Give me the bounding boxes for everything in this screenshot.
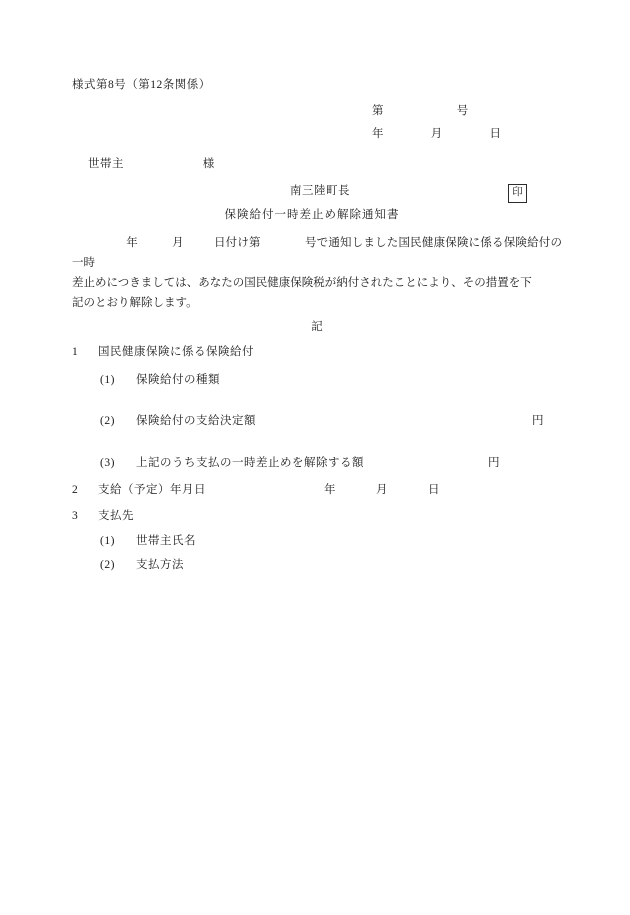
item-1-sub-1 <box>100 375 562 387</box>
body-text-2: 差止めにつきましては、あなたの国民健康保険税が納付されたことにより、その措置を下 <box>72 277 532 290</box>
date-year-label: 年 <box>372 128 384 140</box>
item-1 <box>72 347 562 359</box>
form-number: 様式第8号（第12条関係） <box>72 79 211 91</box>
date-month-label: 月 <box>430 128 443 140</box>
seal-stamp: 印 <box>508 184 527 203</box>
item-1-sub-2-unit: 円 <box>532 415 544 427</box>
issuer-line <box>290 186 562 198</box>
document-number-line <box>372 106 562 118</box>
date-day-label: 日 <box>489 128 502 140</box>
item-2-number: 2 <box>72 484 79 496</box>
issuer-name: 南三陸町長 <box>290 185 350 197</box>
document-date-line <box>372 129 562 141</box>
item-3-label: 支払先 <box>98 509 134 522</box>
item-1-sub-1-marker: (1) <box>100 373 115 386</box>
item-2-date-year: 年 <box>324 484 336 496</box>
body-text-1: 号で通知しました国民健康保険に係る保険給付の一時 <box>72 237 563 270</box>
item-3-sub-2-label: 支払方法 <box>136 558 184 571</box>
body-text-3: 記のとおり解除します。 <box>72 297 198 310</box>
item-3 <box>72 511 562 523</box>
item-1-sub-3-unit: 円 <box>488 456 500 469</box>
item-3-number: 3 <box>72 509 79 522</box>
item-1-sub-3-marker: (3) <box>100 456 115 469</box>
item-2-date <box>324 485 440 497</box>
body-day-number: 日付け第 <box>213 237 261 249</box>
item-2 <box>72 485 562 497</box>
body-month: 月 <box>171 237 184 249</box>
item-3-sub-2-marker: (2) <box>100 558 115 571</box>
ki-marker: 記 <box>311 320 323 333</box>
addressee-line <box>88 159 562 171</box>
item-1-sub-1-label: 保険給付の種類 <box>136 373 220 386</box>
item-3-sub-2 <box>100 560 562 572</box>
document-number-label: 第 <box>372 104 384 117</box>
item-2-date-month: 月 <box>376 484 388 496</box>
item-1-number: 1 <box>72 346 79 358</box>
document-number-suffix: 号 <box>456 104 469 117</box>
addressee-honorific: 様 <box>202 157 215 170</box>
document-title: 保険給付一時差止め解除通知書 <box>224 208 400 221</box>
item-1-sub-3 <box>100 458 562 470</box>
item-1-sub-2-marker: (2) <box>100 415 115 427</box>
addressee-label: 世帯主 <box>88 157 124 170</box>
item-3-sub-1-label: 世帯主氏名 <box>136 535 196 547</box>
item-1-sub-3-label: 上記のうち支払の一時差止めを解除する額 <box>136 456 364 469</box>
item-1-label: 国民健康保険に係る保険給付 <box>98 346 254 358</box>
document-body <box>72 80 562 587</box>
item-3-sub-1 <box>100 536 562 548</box>
item-2-label: 支給（予定）年月日 <box>98 484 206 496</box>
item-1-sub-2-label: 保険給付の支給決定額 <box>136 415 256 427</box>
item-3-sub-1-marker: (1) <box>100 535 115 547</box>
item-1-sub-2 <box>100 416 562 428</box>
body-paragraph <box>72 233 562 314</box>
body-year: 年 <box>126 237 138 249</box>
item-2-date-day: 日 <box>428 484 440 496</box>
